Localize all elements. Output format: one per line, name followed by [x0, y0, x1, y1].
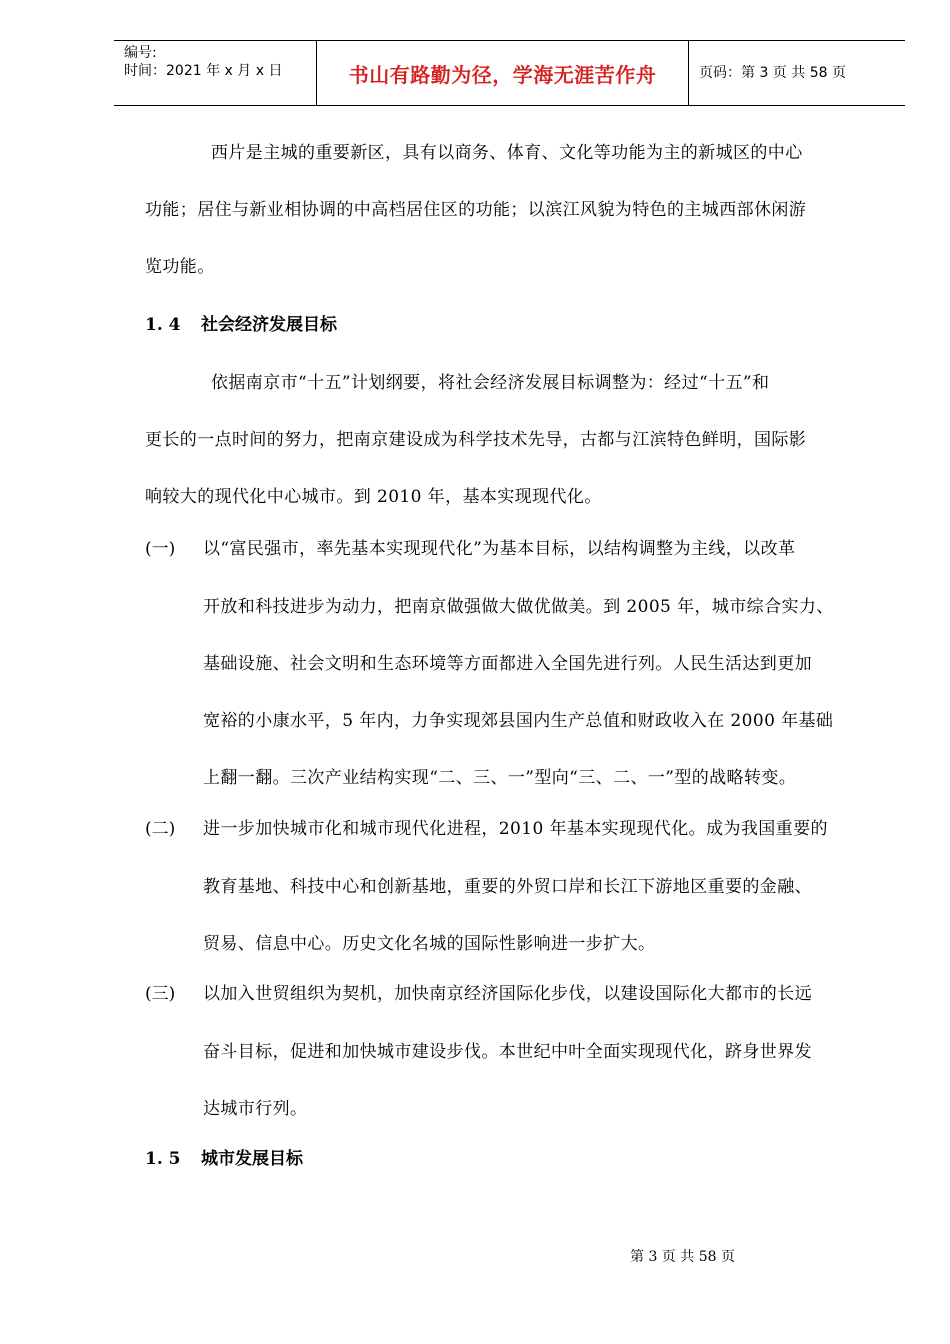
document-number-label: 编号:	[124, 45, 157, 61]
section-number: 1. 5	[145, 1149, 181, 1169]
list-item-3-line-1: 以加入世贸组织为契机，加快南京经济国际化步伐，以建设国际化大都市的长远	[203, 984, 812, 1004]
intro-line-2: 功能；居住与新业相协调的中高档居住区的功能；以滨江风貌为特色的主城西部休闲游	[145, 200, 807, 220]
section-1-4-line-1: 依据南京市“十五”计划纲要，将社会经济发展目标调整为：经过“十五”和	[211, 373, 770, 393]
list-item-2-line-3: 贸易、信息中心。历史文化名城的国际性影响进一步扩大。	[203, 934, 656, 954]
list-item-1-line-4: 宽裕的小康水平，5 年内，力争实现郊县国内生产总值和财政收入在 2000 年基础	[203, 711, 834, 731]
section-heading-1-5	[145, 1144, 303, 1169]
document-time-label: 时间：2021 年 x 月 x 日	[124, 63, 283, 79]
list-item-1-line-5: 上翻一翻。三次产业结构实现“二、三、一”型向“三、二、一”型的战略转变。	[203, 768, 797, 788]
header-motto: 书山有路勤为径，学海无涯苦作舟	[348, 62, 657, 87]
header-motto-cell	[316, 41, 689, 105]
page-footer: 第 3 页 共 58 页	[630, 1249, 735, 1265]
list-item-2-line-2: 教育基地、科技中心和创新基地，重要的外贸口岸和长江下游地区重要的金融、	[203, 877, 812, 897]
list-item-3-line-3: 达城市行列。	[203, 1099, 308, 1119]
list-item-1-line-1: 以“富民强市，率先基本实现现代化”为基本目标，以结构调整为主线，以改革	[203, 539, 796, 559]
list-item-2-line-1: 进一步加快城市化和城市现代化进程，2010 年基本实现现代化。成为我国重要的	[203, 819, 828, 839]
list-item-1-line-2: 开放和科技进步为动力，把南京做强做大做优做美。到 2005 年，城市综合实力、	[203, 597, 834, 617]
header-page-info: 页码：第 3 页 共 58 页	[699, 65, 846, 81]
intro-line-3: 览功能。	[145, 257, 215, 277]
list-item-marker-3: (三)	[145, 984, 176, 1004]
list-item-1-line-3: 基础设施、社会文明和生态环境等方面都进入全国先进行列。人民生活达到更加	[203, 654, 812, 674]
header-meta	[114, 41, 316, 105]
intro-line-1: 西片是主城的重要新区，具有以商务、体育、文化等功能为主的新城区的中心	[211, 143, 803, 163]
list-item-3-line-2: 奋斗目标，促进和加快城市建设步伐。本世纪中叶全面实现现代化，跻身世界发	[203, 1042, 812, 1062]
list-item-marker-1: (一)	[145, 539, 176, 559]
header-page-cell	[689, 41, 905, 105]
section-title: 城市发展目标	[201, 1149, 303, 1169]
section-title: 社会经济发展目标	[201, 315, 337, 335]
section-number: 1. 4	[145, 315, 181, 335]
section-1-4-line-2: 更长的一点时间的努力，把南京建设成为科学技术先导，古都与江滨特色鲜明，国际影	[145, 430, 807, 450]
section-1-4-line-3: 响较大的现代化中心城市。到 2010 年，基本实现现代化。	[145, 487, 602, 507]
page-header	[114, 40, 905, 106]
list-item-marker-2: (二)	[145, 819, 176, 839]
section-heading-1-4	[145, 310, 337, 335]
